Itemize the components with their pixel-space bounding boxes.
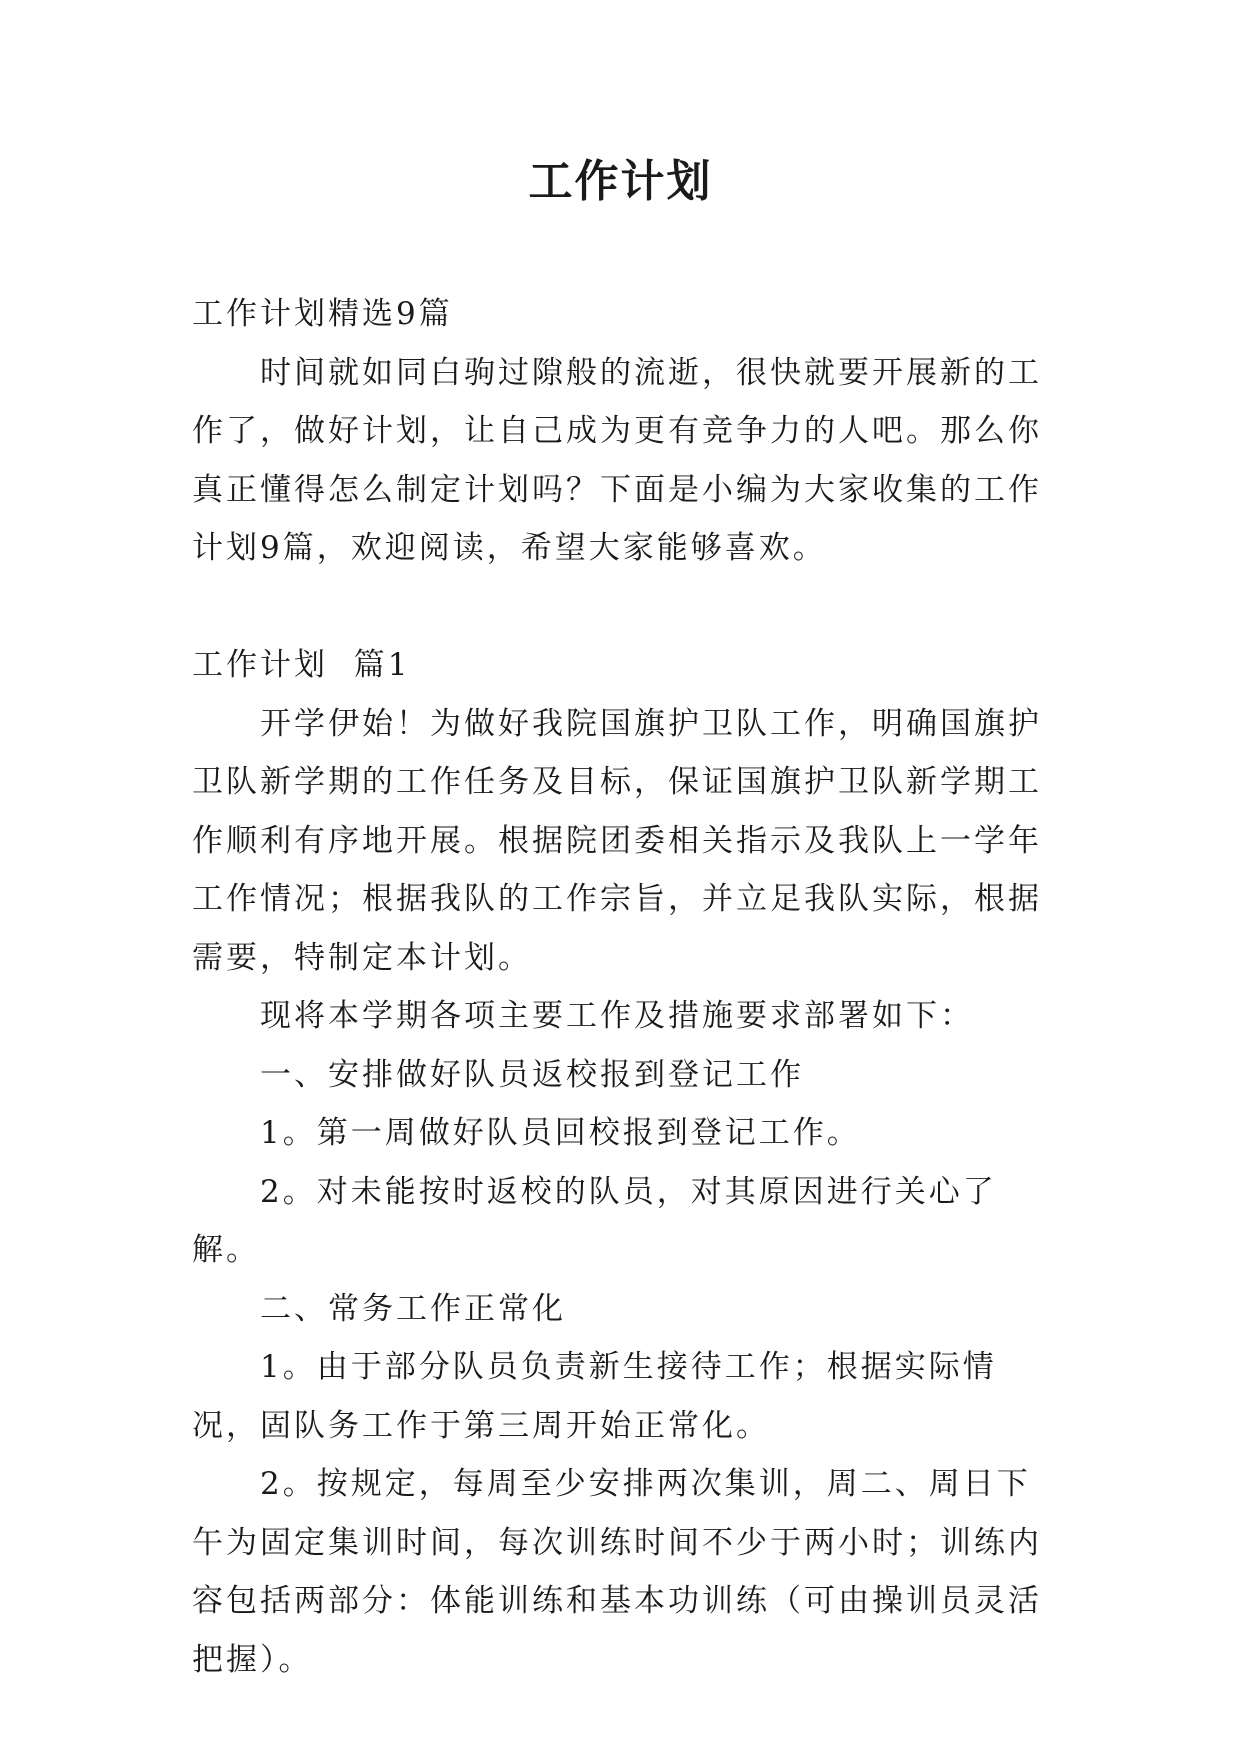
section-spacer bbox=[192, 578, 1052, 637]
page-title: 工作计划 bbox=[528, 156, 713, 207]
list-item: 1。由于部分队员负责新生接待工作；根据实际情况，固队务工作于第三周开始正常化。 bbox=[192, 1349, 997, 1444]
list-item: 2。对未能按时返校的队员，对其原因进行关心了解。 bbox=[192, 1173, 997, 1268]
list-item: 2。按规定，每周至少安排两次集训，周二、周日下午为固定集训时间，每次训练时间不少于两小时；训练内容包括两部分：体能训练和基本功训练（可由操训员灵活把握）。 bbox=[192, 1466, 1042, 1678]
document-subtitle: 工作计划精选9篇 bbox=[192, 296, 453, 332]
body-paragraph: 开学伊始！为做好我院国旗护卫队工作，明确国旗护卫队新学期的工作任务及目标，保证国旗护卫队新学期工作顺利有序地开展。根据院团委相关指示及我队上一学年工作情况；根据我队的工作宗旨，并立足我队实际，根据需要，特制定本计划。 bbox=[192, 705, 1042, 976]
list-heading: 一、安排做好队员返校报到登记工作 bbox=[260, 1056, 804, 1093]
section-heading: 工作计划 篇1 bbox=[192, 647, 411, 683]
list-item: 1。第一周做好队员回校报到登记工作。 bbox=[260, 1115, 861, 1151]
intro-paragraph: 时间就如同白驹过隙般的流逝，很快就要开展新的工作了，做好计划，让自己成为更有竞争力的人吧。那么你真正懂得怎么制定计划吗？下面是小编为大家收集的工作计划9篇，欢迎阅读，希望大家能够喜欢。 bbox=[192, 354, 1042, 566]
body-paragraph: 现将本学期各项主要工作及措施要求部署如下： bbox=[260, 998, 974, 1034]
list-heading: 二、常务工作正常化 bbox=[260, 1290, 566, 1327]
document-body bbox=[192, 285, 1052, 1689]
